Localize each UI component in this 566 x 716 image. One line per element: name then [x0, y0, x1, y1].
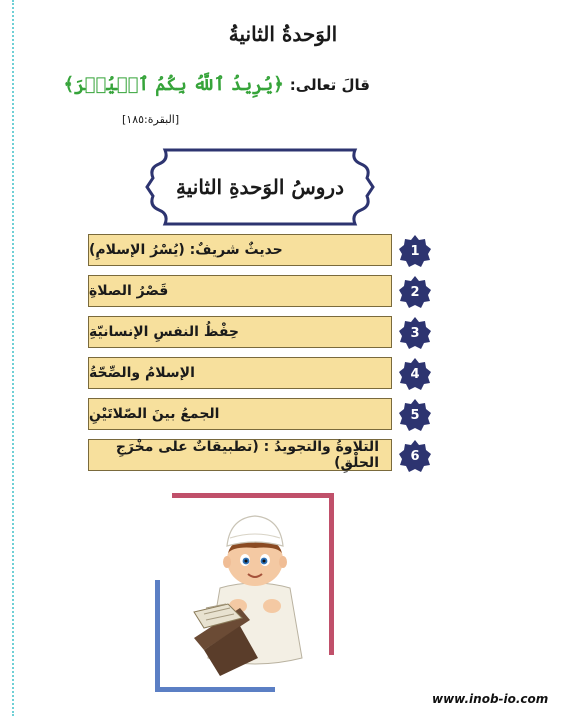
lesson-number-badge	[398, 316, 432, 350]
lesson-number: 6	[410, 448, 420, 464]
lesson-title: حديثٌ شريفٌ: (يُسْرُ الإسلامِ)	[88, 234, 392, 266]
left-dotted-border	[0, 0, 14, 716]
lesson-number: 3	[410, 325, 420, 341]
lesson-title: حِفْظُ النفسِ الإنسانيّةِ	[88, 316, 392, 348]
lesson-row	[88, 398, 438, 432]
lesson-number-badge	[398, 357, 432, 391]
lesson-number: 4	[410, 366, 420, 382]
lesson-title: قَصْرُ الصلاةِ	[88, 275, 392, 307]
verse-intro: قالَ تعالى:	[289, 75, 370, 94]
verse-row	[64, 74, 370, 95]
quran-verse: ﴿يُرِيدُ ٱللَّهُ بِكُمُ ٱلۡيُسۡرَ﴾	[63, 74, 284, 95]
lesson-number-badge	[398, 234, 432, 268]
lesson-row	[88, 275, 438, 309]
unit-title: الوَحدةُ الثانيةُ	[228, 22, 338, 46]
footer-website-url[interactable]: www.inob-io.com	[432, 692, 549, 706]
lesson-row	[88, 439, 438, 473]
verse-reference: [البقرة:١٨٥]	[122, 113, 180, 126]
lesson-title: الجمعُ بينَ الصّلاتَيْنِ	[88, 398, 392, 430]
frame-line-red	[172, 493, 334, 498]
lesson-number-badge	[398, 439, 432, 473]
lesson-row	[88, 357, 438, 391]
lesson-title: الإسلامُ والصِّحّةُ	[88, 357, 392, 389]
lesson-row	[88, 234, 438, 268]
lessons-banner	[145, 146, 375, 228]
lesson-number-badge	[398, 398, 432, 432]
lessons-title: دروسُ الوَحدةِ الثانيةِ	[176, 175, 344, 199]
lesson-number: 2	[410, 284, 420, 300]
praying-boy-illustration	[180, 508, 330, 678]
lesson-number: 1	[410, 243, 420, 259]
lesson-title: التلاوةُ والتجويدُ : (تطبيقاتٌ على مخْرَجِ الحلْقِ)	[88, 439, 392, 471]
frame-line-blue	[155, 687, 275, 692]
frame-line-blue	[155, 580, 160, 692]
lesson-number: 5	[410, 407, 420, 423]
lesson-number-badge	[398, 275, 432, 309]
lesson-row	[88, 316, 438, 350]
